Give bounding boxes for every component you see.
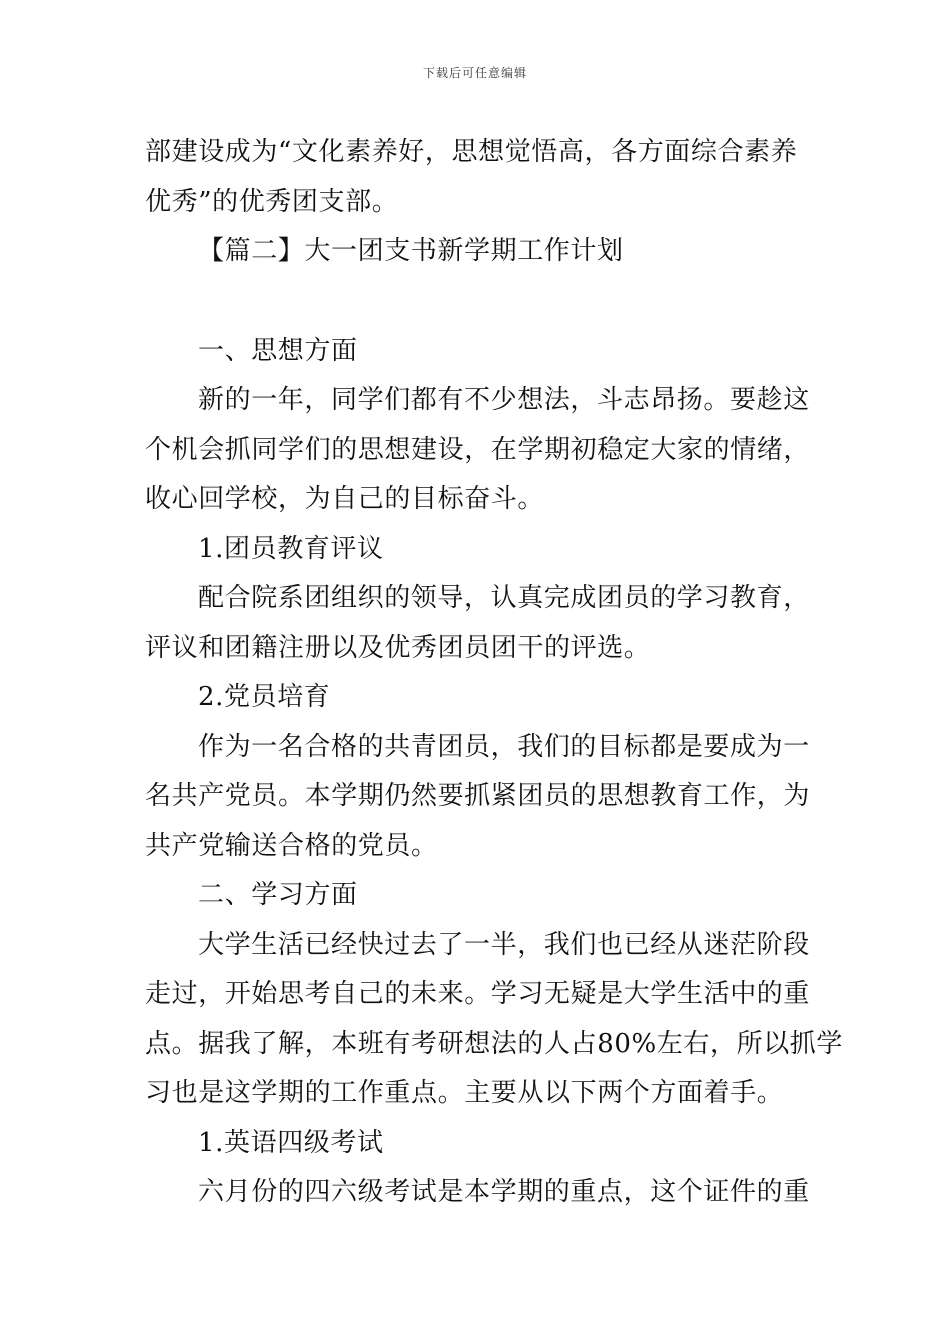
- text-line: 配合院系团组织的领导，认真完成团员的学习教育，: [198, 583, 810, 613]
- blank-line: [145, 277, 810, 327]
- text-line: 1.英语四级考试: [198, 1127, 384, 1158]
- text-line: 一、思想方面: [198, 335, 358, 366]
- page-header: 下载后可任意编辑: [422, 66, 527, 80]
- text-line: 优秀”的优秀团支部。: [145, 186, 399, 217]
- text-line: 大学生活已经快过去了一半，我们也已经从迷茫阶段: [198, 929, 810, 960]
- text-line: 习也是这学期的工作重点。主要从以下两个方面着手。: [145, 1078, 784, 1108]
- text-line: 评议和团籍注册以及优秀团员团干的评选。: [145, 632, 651, 663]
- text-line: 二、学习方面: [198, 880, 358, 910]
- text-line: 名共产党员。本学期仍然要抓紧团员的思想教育工作，为: [145, 781, 811, 811]
- document-body: [145, 128, 843, 1218]
- text-line: 点。据我了解，本班有考研想法的人占80%左右，所以抓学: [145, 1028, 843, 1059]
- text-line: 部建设成为“文化素养好，思想觉悟高，各方面综合素养: [145, 137, 798, 167]
- text-line: 【篇二】大一团支书新学期工作计划: [198, 236, 624, 266]
- text-line: 收心回学校，为自己的目标奋斗。: [145, 484, 545, 514]
- text-line: 走过，开始思考自己的未来。学习无疑是大学生活中的重: [145, 979, 811, 1009]
- text-line: 2.党员培育: [198, 682, 331, 712]
- text-line: 作为一名合格的共青团员，我们的目标都是要成为一: [198, 731, 810, 762]
- text-line: 个机会抓同学们的思想建设，在学期初稳定大家的情绪，: [145, 434, 811, 465]
- text-line: 六月份的四六级考试是本学期的重点，这个证件的重: [198, 1177, 810, 1207]
- text-line: 共产党输送合格的党员。: [145, 830, 438, 861]
- text-line: 新的一年，同学们都有不少想法，斗志昂扬。要趁这: [198, 385, 810, 415]
- text-line: 1.团员教育评议: [198, 533, 384, 564]
